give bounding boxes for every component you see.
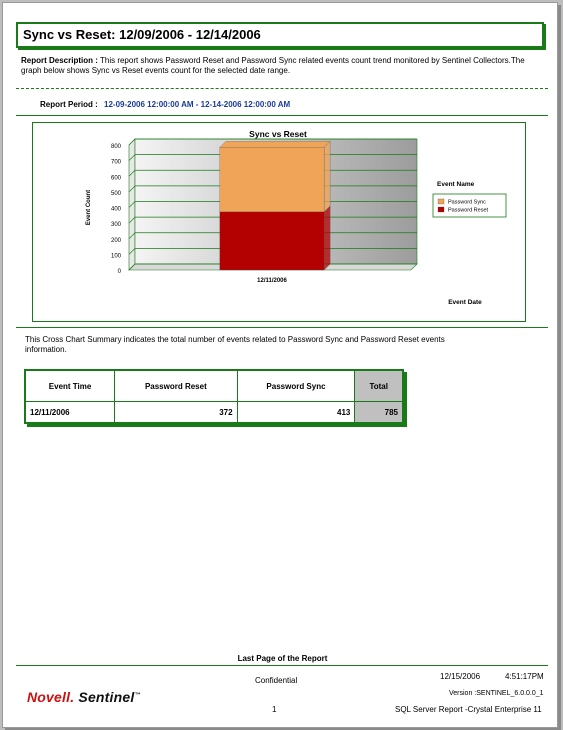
footer-version: Version :SENTINEL_6.0.0.0_1 bbox=[449, 690, 544, 697]
divider-chart bbox=[16, 327, 548, 328]
bar-top bbox=[220, 141, 330, 147]
y-tick-label: 400 bbox=[110, 206, 121, 213]
cross-summary-table bbox=[24, 369, 404, 424]
chart-container bbox=[32, 122, 526, 322]
novell-sentinel-logo bbox=[27, 689, 141, 705]
summary-note: This Cross Chart Summary indicates the total number of events related to Password Sync and Password Reset events information. bbox=[25, 335, 445, 354]
table-header-row bbox=[26, 371, 403, 402]
legend-label-password-reset: Password Reset bbox=[448, 207, 489, 214]
footer-divider bbox=[16, 665, 548, 666]
page-number: 1 bbox=[272, 705, 277, 714]
bar-side-password-reset bbox=[324, 206, 330, 270]
legend-title: Event Name bbox=[437, 181, 475, 188]
period-value: 12-09-2006 12:00:00 AM - 12-14-2006 12:00:00 AM bbox=[104, 100, 291, 109]
sync-vs-reset-chart bbox=[33, 123, 525, 321]
report-page bbox=[2, 2, 558, 728]
bar-segment-password-reset bbox=[220, 212, 324, 270]
x-axis-label: Event Date bbox=[448, 299, 482, 306]
report-description bbox=[21, 56, 541, 76]
y-tick-label: 300 bbox=[110, 222, 121, 229]
logo-novell: Novell. bbox=[27, 689, 75, 705]
report-title-box bbox=[16, 22, 544, 48]
last-page-label: Last Page of the Report bbox=[237, 654, 328, 663]
footer-source: SQL Server Report -Crystal Enterprise 11 bbox=[395, 705, 542, 714]
report-period bbox=[40, 100, 290, 109]
cell-total: 785 bbox=[355, 402, 403, 423]
header-event-time: Event Time bbox=[26, 371, 115, 402]
bar-side-password-sync bbox=[324, 141, 330, 212]
cell-event-time: 12/11/2006 bbox=[26, 402, 115, 423]
y-tick-label: 0 bbox=[117, 269, 121, 275]
y-tick-label: 500 bbox=[110, 190, 121, 197]
divider-top bbox=[16, 115, 548, 116]
report-title: Sync vs Reset: 12/09/2006 - 12/14/2006 bbox=[23, 27, 261, 42]
confidential-label: Confidential bbox=[255, 676, 298, 685]
description-label: Report Description : bbox=[21, 56, 98, 65]
y-tick-label: 100 bbox=[110, 253, 121, 260]
y-axis-label: Event Count bbox=[86, 189, 92, 226]
y-tick-label: 200 bbox=[110, 237, 121, 244]
description-text: This report shows Password Reset and Password Sync related events count trend monitored by Sentinel Collectors.The graph below shows Sync vs Reset events count for the selected date range. bbox=[21, 56, 525, 75]
bar-segment-password-sync bbox=[220, 147, 324, 212]
legend-label-password-sync: Password Sync bbox=[448, 199, 486, 206]
table-row bbox=[26, 402, 403, 423]
header-password-reset: Password Reset bbox=[115, 371, 237, 402]
chart-title: Sync vs Reset bbox=[249, 129, 307, 139]
footer-date: 12/15/2006 bbox=[440, 672, 481, 681]
period-label: Report Period : bbox=[40, 100, 98, 109]
y-tick-label: 600 bbox=[110, 175, 121, 182]
logo-sentinel: Sentinel bbox=[74, 689, 135, 705]
cell-password-reset: 372 bbox=[115, 402, 237, 423]
x-tick-label: 12/11/2006 bbox=[257, 278, 287, 284]
footer-time: 4:51:17PM bbox=[505, 672, 544, 681]
header-total: Total bbox=[355, 371, 403, 402]
cell-password-sync: 413 bbox=[237, 402, 355, 423]
y-tick-label: 700 bbox=[110, 159, 121, 166]
legend-swatch-password-reset bbox=[438, 207, 444, 212]
logo-tm: ™ bbox=[134, 692, 141, 699]
legend-swatch-password-sync bbox=[438, 199, 444, 204]
y-tick-label: 800 bbox=[110, 144, 121, 150]
legend-box bbox=[433, 194, 506, 217]
header-password-sync: Password Sync bbox=[237, 371, 355, 402]
dotted-divider bbox=[16, 88, 548, 89]
